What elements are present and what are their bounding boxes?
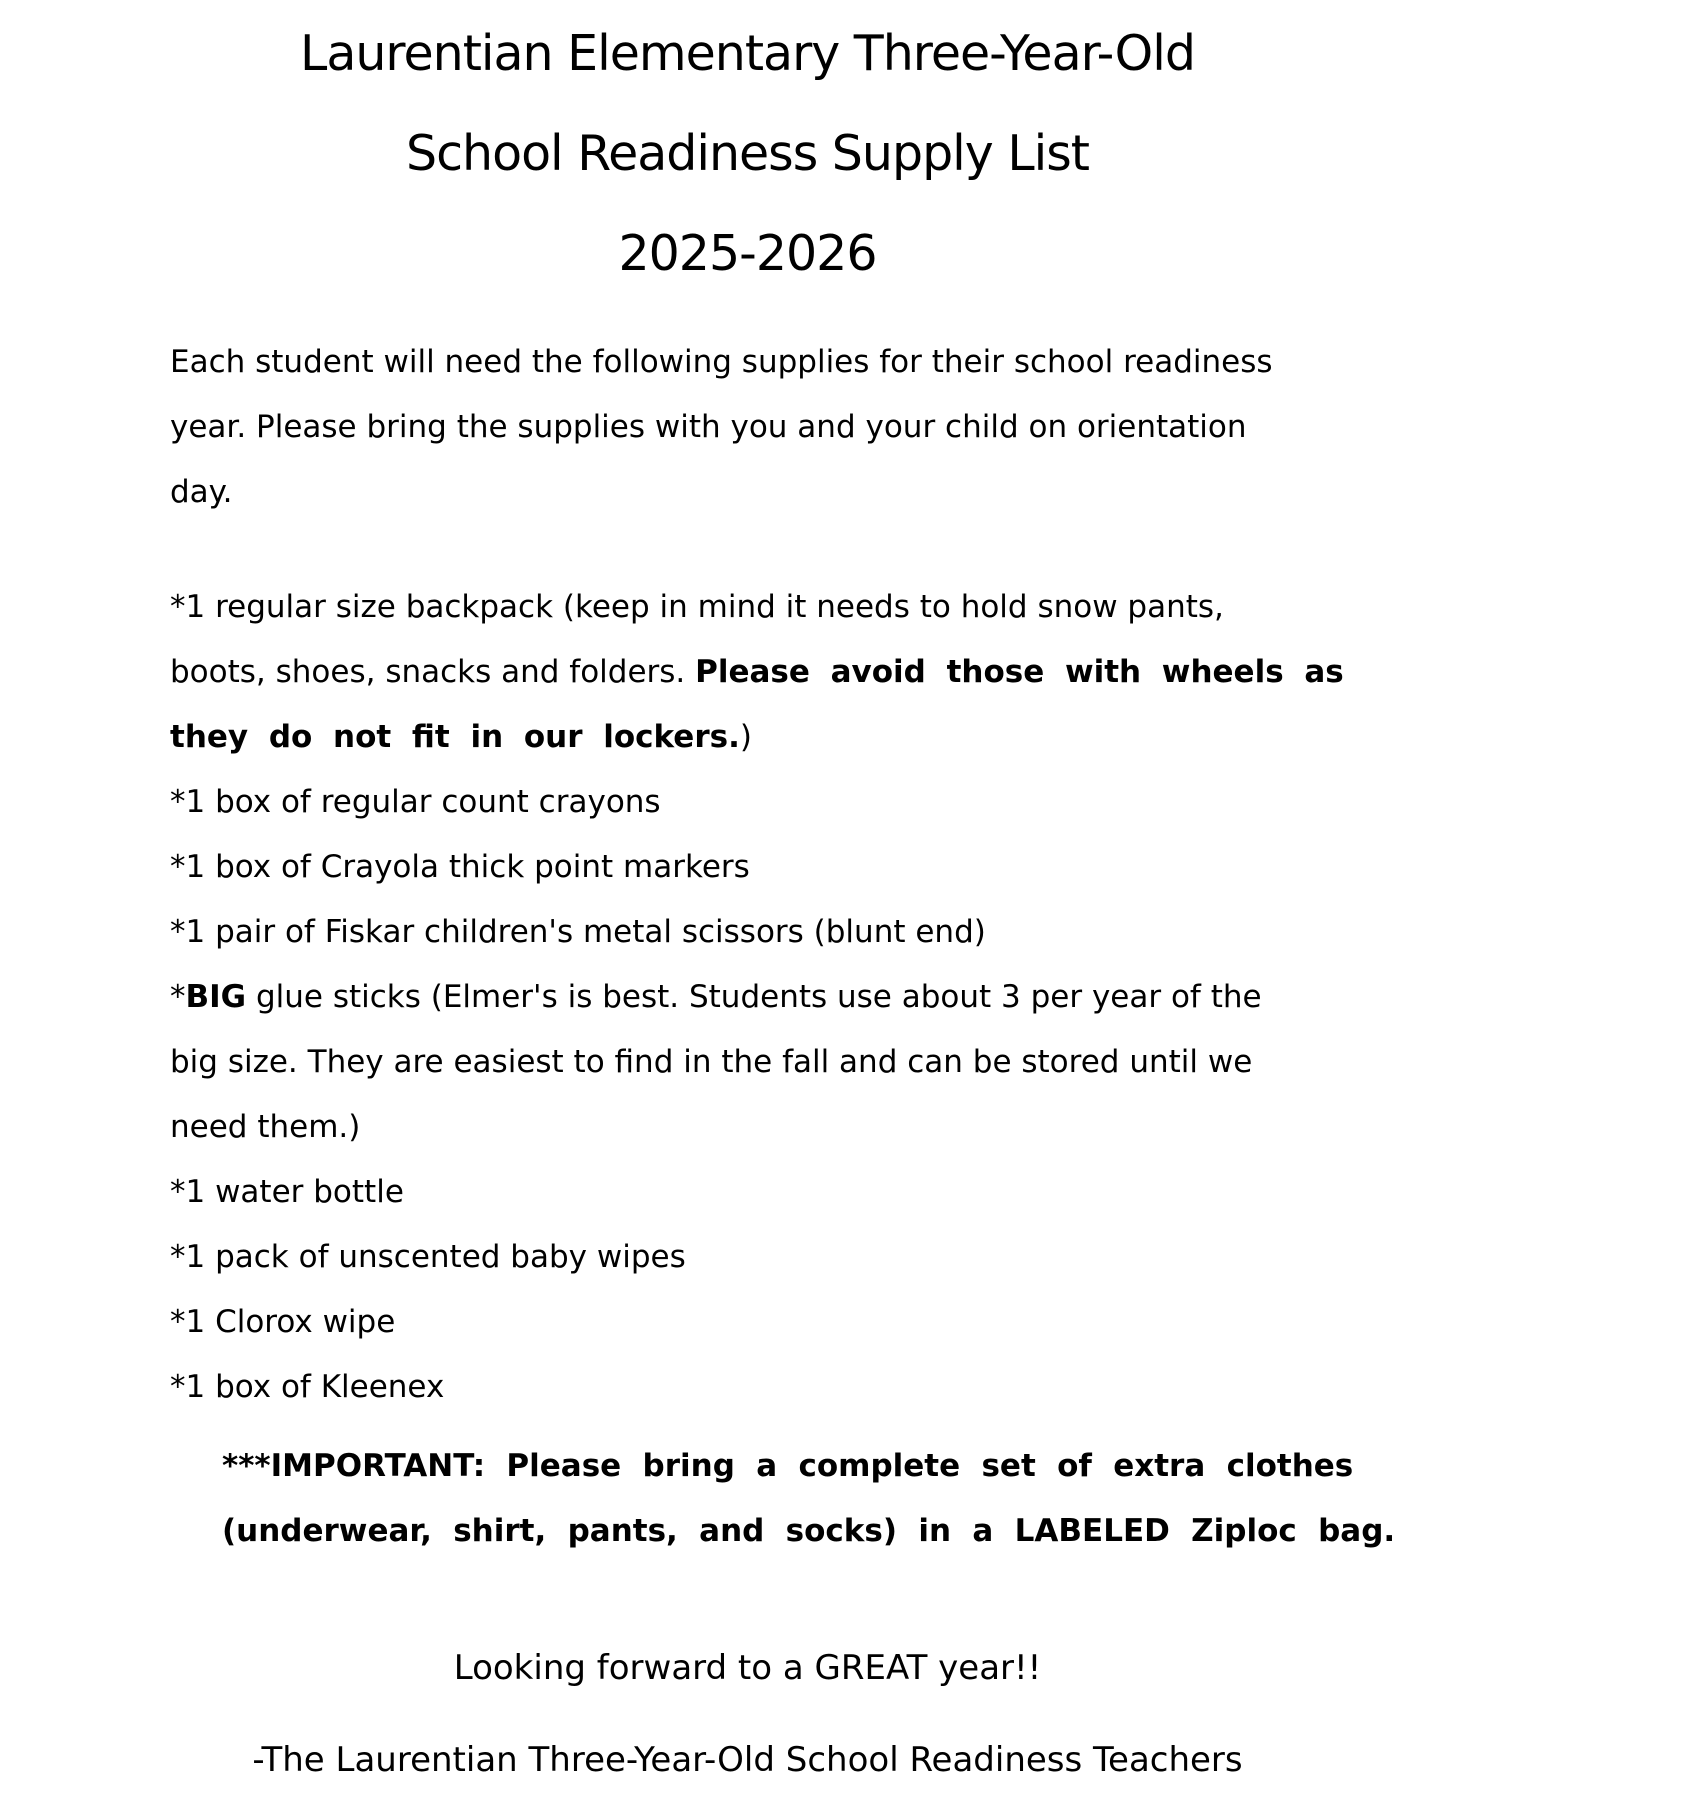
bold-text-run: BIG <box>185 979 247 1015</box>
text-line <box>170 395 1325 460</box>
text-line <box>222 1499 1396 1564</box>
text-run: *1 box of Crayola thick point markers <box>170 849 750 885</box>
intro-paragraph <box>170 330 1325 525</box>
document-content-column <box>170 0 1396 1782</box>
text-run: 2025-2026 <box>618 225 877 282</box>
text-run: *1 box of Kleenex <box>170 1369 445 1405</box>
supply-list <box>170 575 1344 1420</box>
text-line <box>170 575 1325 640</box>
text-run: *1 pack of unscented baby wipes <box>170 1239 686 1275</box>
text-run: School Readiness Supply List <box>405 125 1090 182</box>
text-line <box>222 1434 1354 1499</box>
text-run: *1 regular size backpack (keep in mind it needs to hold snow pants, <box>170 589 1224 625</box>
text-run: need them.) <box>170 1109 361 1145</box>
text-run: big size. They are easiest to find in the fall and can be stored until we <box>170 1044 1253 1080</box>
text-run: Each student will need the following supplies for their school readiness <box>170 344 1273 380</box>
text-line <box>170 1030 1325 1095</box>
bold-text-run: (underwear, shirt, pants, and socks) in a LABELED Ziploc bag. <box>222 1513 1396 1549</box>
text-line <box>170 1290 1325 1355</box>
text-line <box>170 104 1325 204</box>
text-line <box>170 705 1325 770</box>
text-run: *1 water bottle <box>170 1174 404 1210</box>
text-line <box>170 770 1325 835</box>
bold-text-run: ***IMPORTANT: Please bring a complete set of extra clothes <box>222 1448 1354 1484</box>
text-run: year. Please bring the supplies with you and your child on orientation <box>170 409 1247 445</box>
text-run: * <box>170 979 186 1015</box>
text-run: *1 Clorox wipe <box>170 1304 396 1340</box>
important-note <box>222 1434 1396 1564</box>
signature-line: -The Laurentian Three-Year-Old School Readiness Teachers <box>252 1740 1243 1780</box>
document-title <box>170 0 1325 304</box>
bold-text-run: they do not fit in our lockers. <box>170 719 740 755</box>
closing-message: Looking forward to a GREAT year!! <box>453 1648 1042 1688</box>
text-run: *1 box of regular count crayons <box>170 784 661 820</box>
text-line <box>170 835 1325 900</box>
text-run: glue sticks (Elmer's is best. Students use about 3 per year of the <box>246 979 1262 1015</box>
text-line <box>170 965 1325 1030</box>
text-line <box>170 1355 1325 1420</box>
text-line <box>170 460 1325 525</box>
text-run: day. <box>170 474 233 510</box>
text-line <box>170 640 1344 705</box>
text-line <box>170 1225 1325 1290</box>
text-line <box>170 330 1325 395</box>
text-line <box>170 1160 1325 1225</box>
text-line <box>170 1095 1325 1160</box>
text-run: *1 pair of Fiskar children's metal scissors (blunt end) <box>170 914 986 950</box>
text-run: ) <box>739 719 752 755</box>
text-line <box>170 900 1325 965</box>
text-line <box>170 204 1325 304</box>
text-run: Laurentian Elementary Three-Year-Old <box>300 25 1195 82</box>
text-line <box>170 4 1325 104</box>
text-run: boots, shoes, snacks and folders. <box>170 654 696 690</box>
bold-text-run: Please avoid those with wheels as <box>695 654 1344 690</box>
